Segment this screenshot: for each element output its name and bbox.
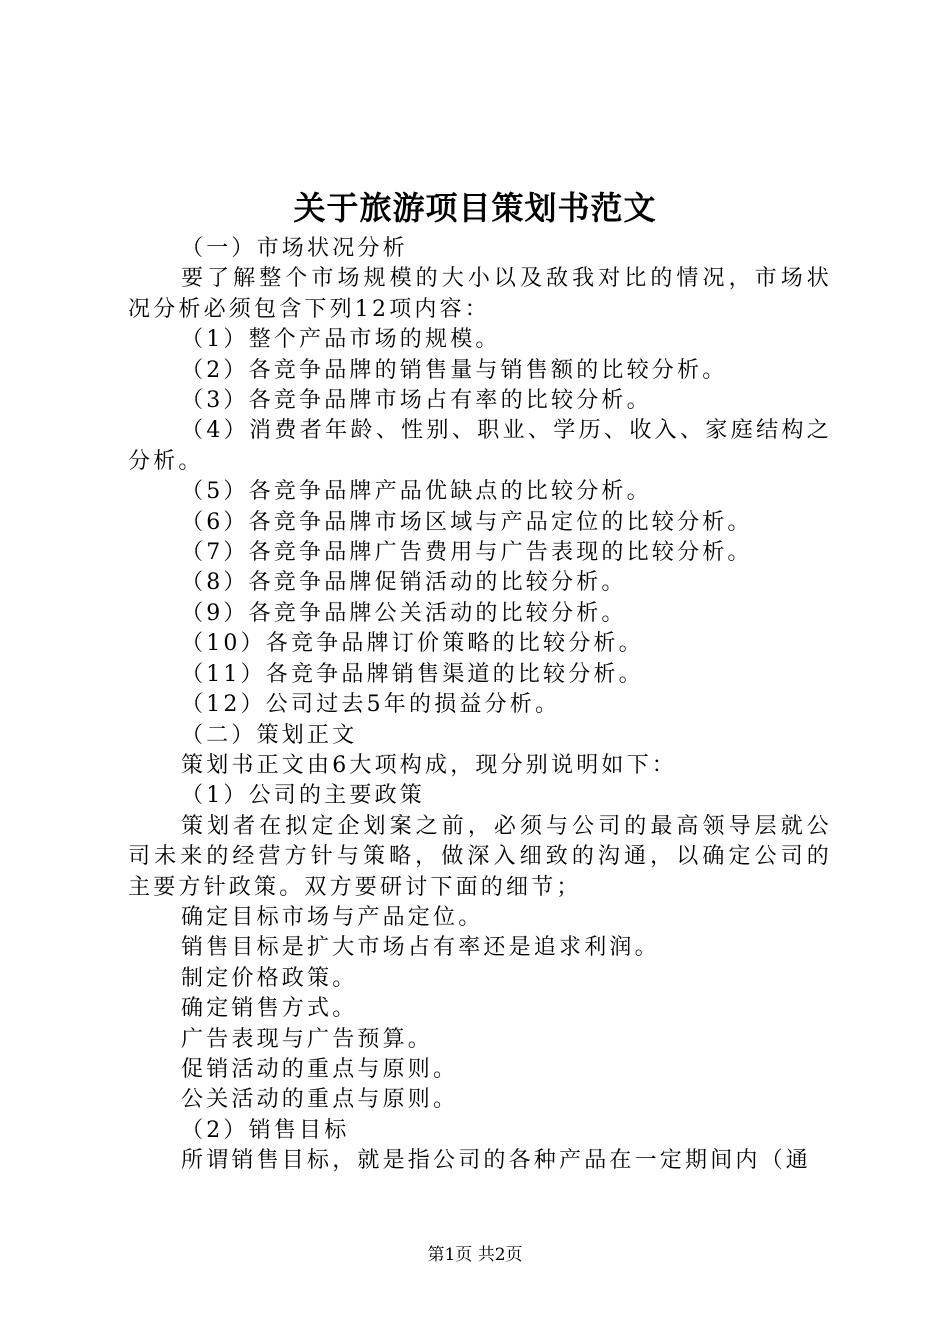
document-title: 关于旅游项目策划书范文 (293, 189, 657, 227)
list-item: （1）整个产品市场的规模。 (181, 327, 501, 353)
paragraph: 要了解整个市场规模的大小以及敌我对比的情况，市场状况分析必须包含下列12项内容： (128, 266, 832, 322)
paragraph: 所谓销售目标，就是指公司的各种产品在一定期间内（通 (181, 1148, 812, 1174)
list-item: 确定目标市场与产品定位。 (181, 904, 484, 930)
document-body (128, 234, 832, 1177)
paragraph: 策划书正文由6大项构成，现分别说明如下： (181, 752, 677, 778)
section-heading: （一）市场状况分析 (181, 236, 408, 261)
list-item: （6）各竞争品牌市场区域与产品定位的比较分析。 (181, 509, 753, 535)
subsection-heading: （2）销售目标 (181, 1117, 350, 1143)
paragraph: 策划者在拟定企划案之前，必须与公司的最高领导层就公司未来的经营方针与策略，做深入细致的沟通，以确定公司的主要方针政策。双方要研讨下面的细节； (128, 813, 832, 900)
list-item: （2）各竞争品牌的销售量与销售额的比较分析。 (181, 357, 728, 383)
list-item: （7）各竞争品牌广告费用与广告表现的比较分析。 (181, 540, 753, 566)
list-item: 销售目标是扩大市场占有率还是追求利润。 (181, 935, 660, 961)
list-item: （10）各竞争品牌订价策略的比较分析。 (181, 631, 644, 657)
list-item: 确定销售方式。 (181, 996, 358, 1022)
list-item: （8）各竞争品牌促销活动的比较分析。 (181, 570, 627, 596)
list-item: 制定价格政策。 (181, 965, 358, 991)
subsection-heading: （1）公司的主要政策 (181, 783, 425, 809)
section-heading: （二）策划正文 (181, 722, 358, 748)
page-footer: 第1页 共2页 (427, 1245, 523, 1265)
list-item: （3）各竞争品牌市场占有率的比较分析。 (181, 388, 652, 414)
list-item: 促销活动的重点与原则。 (181, 1056, 459, 1082)
list-item: （11）各竞争品牌销售渠道的比较分析。 (181, 661, 644, 687)
list-item: （4）消费者年龄、性别、职业、学历、收入、家庭结构之分析。 (128, 418, 832, 474)
list-item: （9）各竞争品牌公关活动的比较分析。 (181, 600, 627, 626)
list-item: （12）公司过去5年的损益分析。 (181, 692, 561, 718)
list-item: （5）各竞争品牌产品优缺点的比较分析。 (181, 479, 652, 505)
list-item: 广告表现与广告预算。 (181, 1026, 434, 1052)
list-item: 公关活动的重点与原则。 (181, 1087, 459, 1113)
